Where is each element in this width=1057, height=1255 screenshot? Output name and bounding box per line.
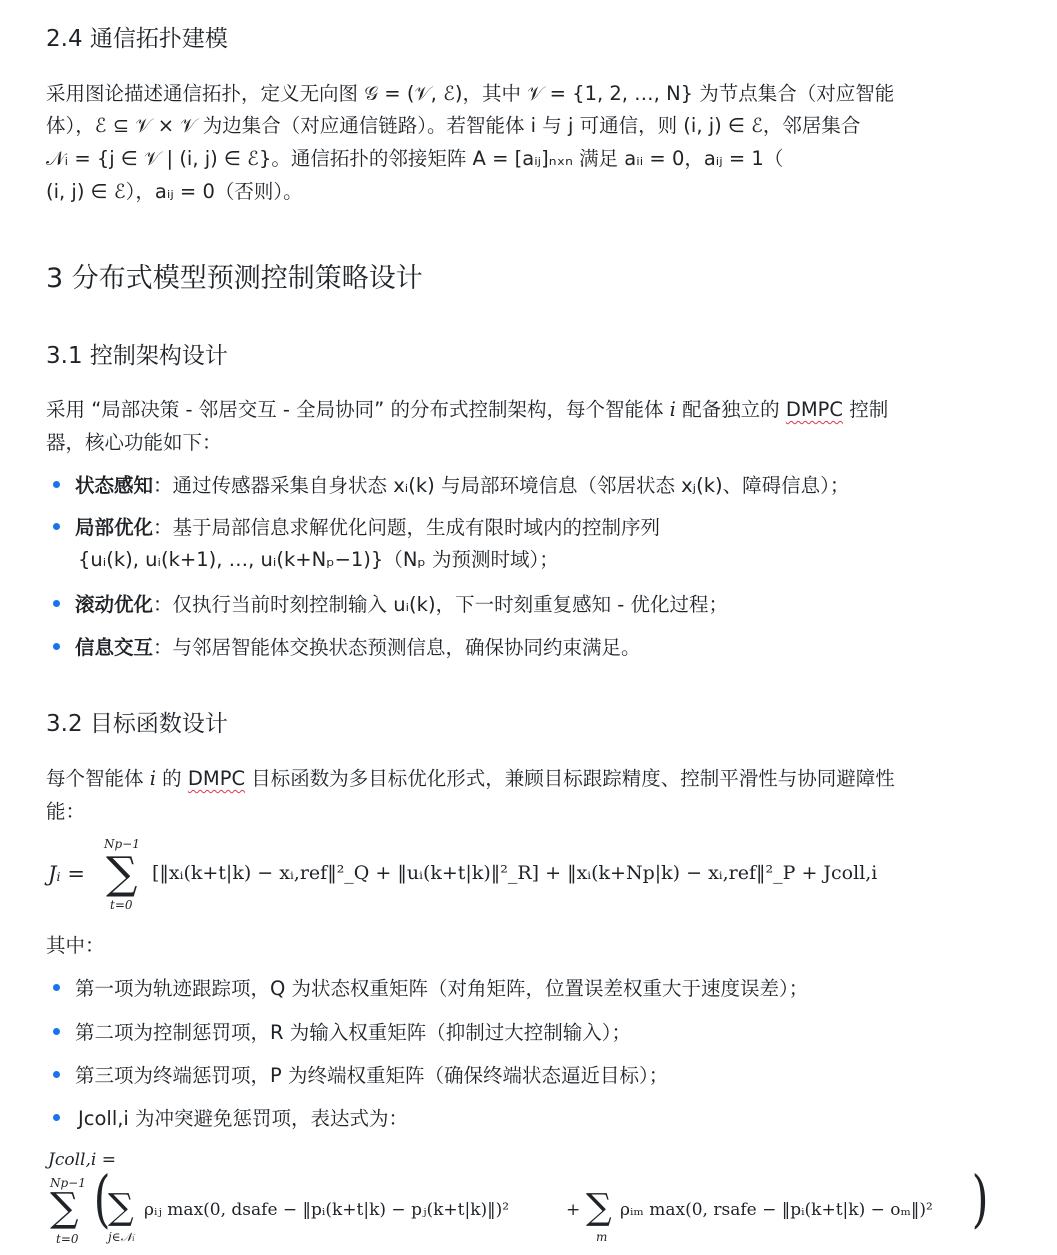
sum-symbol: ∑ [50,1185,79,1231]
sum-symbol: ∑ [106,848,138,899]
section-3-1-title: 3.1 控制架构设计 [46,343,228,369]
list-item: 滚动优化：仅执行当前时刻控制输入 uᵢ(k)，下一时刻重复感知 - 优化过程； [75,593,728,616]
list-item: 信息交互：与邻居智能体交换状态预测信息，确保协同约束满足。 [75,636,641,659]
sum-symbol: ∑ [586,1187,612,1228]
sum-upper-limit: Np−1 [50,1176,86,1190]
list-item: Jcoll,i 为冲突避免惩罚项，表达式为： [78,1107,409,1130]
plus-sign: + [566,1200,581,1220]
dmpc-term: DMPC [785,398,844,421]
list-item: 状态感知：通过传感器采集自身状态 xᵢ(k) 与局部环境信息（邻居状态 xⱼ(k)、障碍信息）； [75,474,850,497]
dmpc-term: DMPC [187,767,246,790]
equation-body: [‖xᵢ(k+t|k) − xᵢ,ref‖²_Q + ‖uᵢ(k+t|k)‖²_R] + ‖xᵢ(k+Np|k) − xᵢ,ref‖²_P + Jcoll,i [152,862,878,884]
sum-lower-limit: m [596,1230,608,1244]
equation-lhs: Jᵢ = [48,862,85,886]
paragraph-line: 体），ℰ ⊆ 𝒱 × 𝒱 为边集合（对应通信链路）。若智能体 i 与 j 可通信，则 (i, j) ∈ ℰ，邻居集合 [46,114,861,137]
collision-term-2: ρᵢₘ max(0, rsafe − ‖pᵢ(k+t|k) − oₘ‖)² [620,1200,933,1220]
big-paren-left: ( [93,1162,111,1235]
list-item-continuation: {uᵢ(k), uᵢ(k+1), …, uᵢ(k+Nₚ−1)}（Nₚ 为预测时域）； [78,548,559,571]
bullet-dot [53,984,60,991]
sum-symbol: ∑ [108,1187,134,1228]
sum-upper-limit: Np−1 [104,837,140,851]
section-3-title: 3 分布式模型预测控制策略设计 [46,263,423,294]
bullet-dot [53,1071,60,1078]
paragraph-line: 器，核心功能如下： [46,431,222,454]
section-2-4-title: 2.4 通信拓扑建模 [46,26,228,52]
section-3-2-title: 3.2 目标函数设计 [46,711,228,737]
paragraph-line: (i, j) ∈ ℰ），aᵢⱼ = 0（否则）。 [46,180,303,203]
sum-lower-limit: t=0 [56,1232,79,1246]
list-item: 局部优化：基于局部信息求解优化问题，生成有限时域内的控制序列 [75,516,661,539]
list-item: 第三项为终端惩罚项，P 为终端权重矩阵（确保终端状态逼近目标）； [75,1064,669,1087]
collision-equation-lhs: Jcoll,i = [48,1150,116,1170]
bullet-dot [53,1114,60,1121]
sum-lower-limit: t=0 [110,898,133,912]
bullet-dot [53,1028,60,1035]
paragraph-line: 𝒩ᵢ = {j ∈ 𝒱 | (i, j) ∈ ℰ}。通信拓扑的邻接矩阵 A = [aᵢⱼ]ₙₓₙ 满足 aᵢᵢ = 0，aᵢⱼ = 1（ [46,147,784,170]
paragraph-line: 每个智能体 i 的 DMPC 目标函数为多目标优化形式，兼顾目标跟踪精度、控制平滑性与协同避障性 [46,767,895,790]
list-item: 第二项为控制惩罚项，R 为输入权重矩阵（抑制过大控制输入）； [75,1021,631,1044]
paragraph-line: 能： [46,800,86,823]
list-item: 第一项为轨迹跟踪项，Q 为状态权重矩阵（对角矩阵，位置误差权重大于速度误差）； [75,977,809,1000]
collision-term-1: ρᵢⱼ max(0, dsafe − ‖pᵢ(k+t|k) − pⱼ(k+t|k)‖)² [144,1200,510,1220]
big-paren-right: ) [971,1162,989,1235]
bullet-dot [53,523,60,530]
paragraph-line: 采用 “局部决策 - 邻居交互 - 全局协同” 的分布式控制架构，每个智能体 i 配备独立的 DMPC 控制 [46,398,889,421]
sum-lower-limit: j∈𝒩ᵢ [108,1230,135,1244]
paragraph-line: 其中： [46,934,105,957]
bullet-dot [53,600,60,607]
bullet-dot [53,481,60,488]
paragraph-line: 采用图论描述通信拓扑，定义无向图 𝒢 = (𝒱, ℰ)，其中 𝒱 = {1, 2, …, N} 为节点集合（对应智能 [46,82,895,105]
bullet-dot [53,643,60,650]
